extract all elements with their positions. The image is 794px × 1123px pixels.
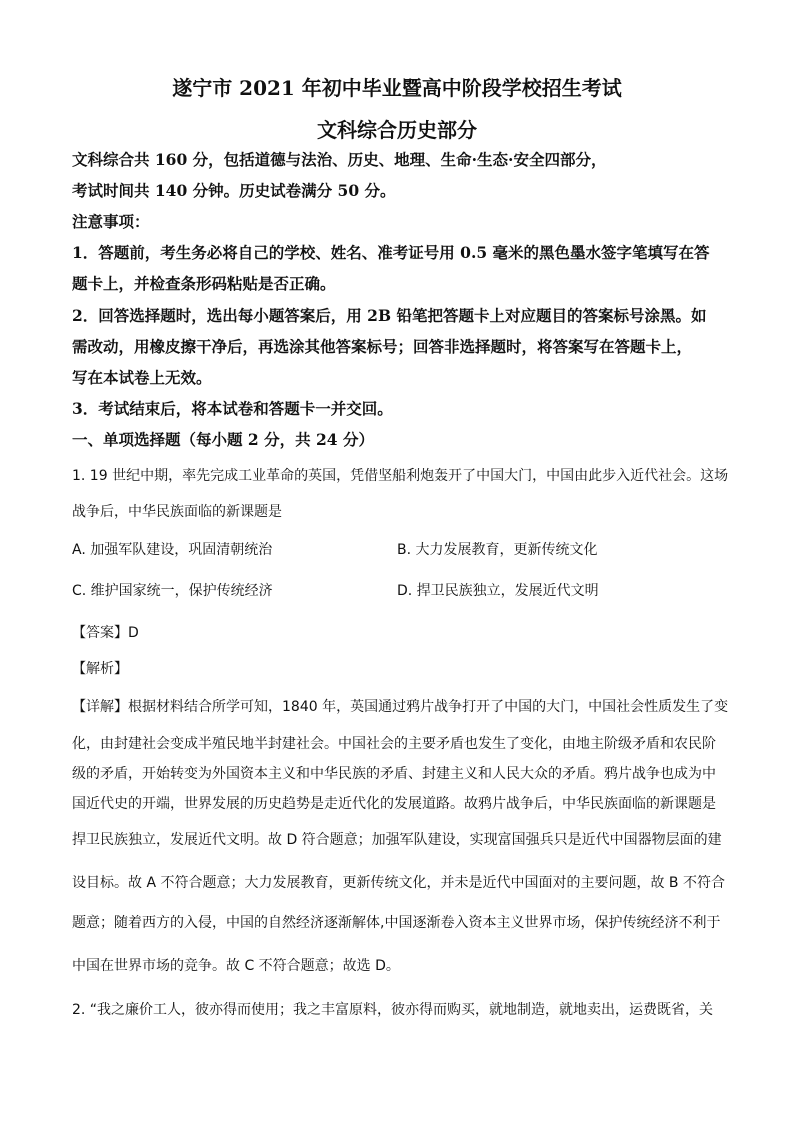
q1-option-a: A. 加强军队建设，巩固清朝统治 [72,542,273,558]
q1-detail-label: 【详解】 [72,699,128,715]
note-2-line-1: 2．回答选择题时，选出每小题答案后，用 2B 铅笔把答题卡上对应题目的答案标号涂黑。如 [72,306,707,325]
q1-answer-label: 【答案】 [72,625,128,641]
note-2-line-3: 写在本试卷上无效。 [72,368,212,387]
q1-detail-line-1 [72,697,728,717]
q1-detail-line-4: 国近代史的开端，世界发展的历史趋势是走近代化的发展道路。故鸦片战争后，中华民族面临的新课题是 [72,796,716,812]
section-1-heading: 一、单项选择题（每小题 2 分，共 24 分） [72,430,374,449]
note-1-line-1: 1．答题前，考生务必将自己的学校、姓名、准考证号用 0.5 毫米的黑色墨水签字笔填写在答 [72,243,710,262]
exam-title: 遂宁市 2021 年初中毕业暨高中阶段学校招生考试 [172,76,622,100]
exam-subtitle: 文科综合历史部分 [317,118,477,142]
q1-analysis-label: 【解析】 [72,661,128,677]
q1-detail-line-7: 题意；随着西方的入侵，中国的自然经济逐渐解体,中国逐渐卷入资本主义世界市场，保护传统经济不利于 [72,915,721,931]
note-1-line-2: 题卡上，并检查条形码粘贴是否正确。 [72,274,336,293]
q1-detail-line-3: 级的矛盾，开始转变为外国资本主义和中华民族的矛盾、封建主义和人民大众的矛盾。鸦片战争也成为中 [72,766,716,782]
notes-heading: 注意事项： [72,212,150,231]
intro-line-2: 考试时间共 140 分钟。历史试卷满分 50 分。 [72,181,396,200]
intro-line-1: 文科综合共 160 分，包括道德与法治、历史、地理、生命·生态·安全四部分， [72,150,607,169]
q1-option-d: D. 捍卫民族独立，发展近代文明 [397,583,599,599]
q1-answer-value: D [128,625,139,641]
q2-stem-line-1: 2. “我之廉价工人，彼亦得而使用；我之丰富原料，彼亦得而购买，就地制造，就地卖出，运费既省，关 [72,1002,714,1018]
note-3: 3．考试结束后，将本试卷和答题卡一并交回。 [72,399,393,418]
q1-answer [72,623,728,643]
q1-stem-line-2: 战争后，中华民族面临的新课题是 [72,504,282,520]
q1-detail-text-1: 根据材料结合所学可知，1840 年，英国通过鸦片战争打开了中国的大门，中国社会性质发生了变 [128,699,729,715]
q1-detail-line-8: 中国在世界市场的竞争。故 C 不符合题意；故选 D。 [72,958,400,974]
q1-detail-line-5: 捍卫民族独立，发展近代文明。故 D 符合题意；加强军队建设，实现富国强兵只是近代中国器物层面的建 [72,832,722,848]
note-2-line-2: 需改动，用橡皮擦干净后，再选涂其他答案标号；回答非选择题时，将答案写在答题卡上， [72,337,693,356]
q1-detail-line-2: 化，由封建社会变成半殖民地半封建社会。中国社会的主要矛盾也发生了变化，由地主阶级矛盾和农民阶 [72,736,716,752]
q1-stem-line-1: 1. 19 世纪中期，率先完成工业革命的英国，凭借坚船利炮轰开了中国大门，中国由此步入近代社会。这场 [72,468,729,484]
q1-option-c: C. 维护国家统一，保护传统经济 [72,583,273,599]
q1-detail-line-6: 设目标。故 A 不符合题意；大力发展教育，更新传统文化，并未是近代中国面对的主要问题，故 B 不符合 [72,875,725,891]
q1-option-b: B. 大力发展教育，更新传统文化 [397,542,598,558]
